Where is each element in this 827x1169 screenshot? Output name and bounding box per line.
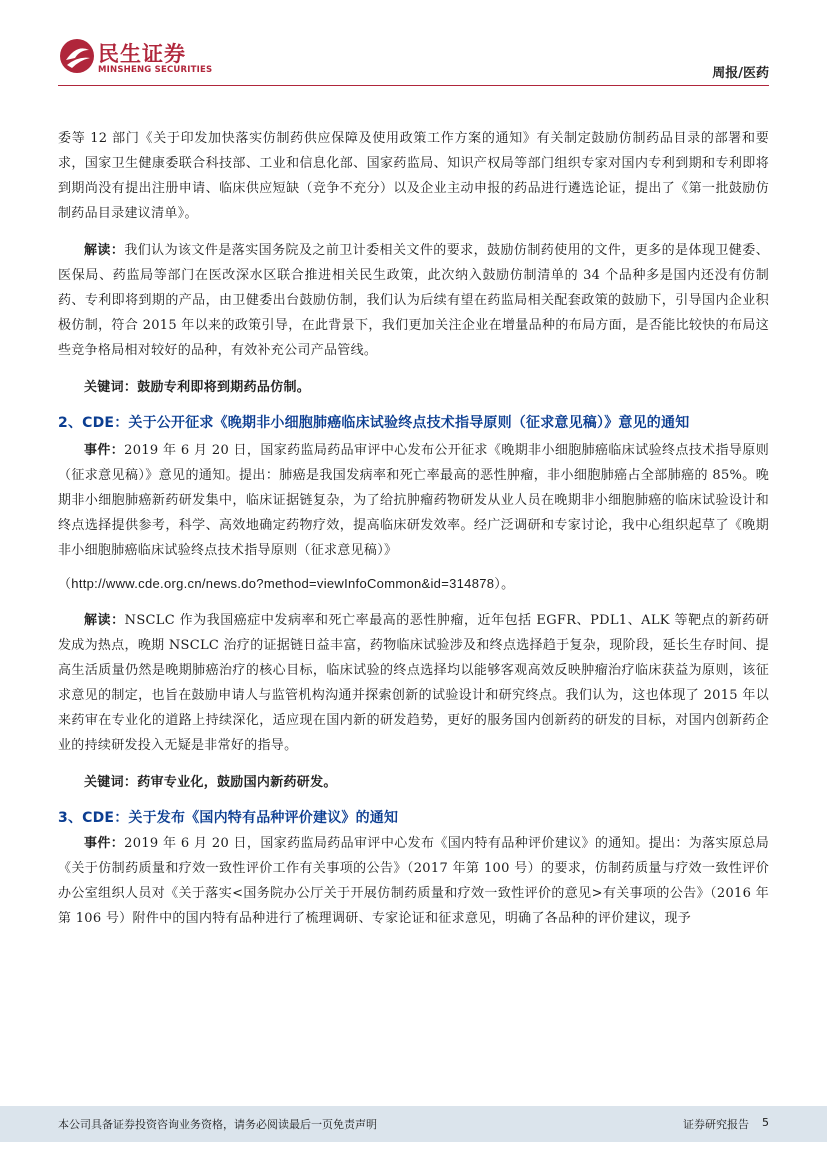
paragraph-interpretation-1: [58, 238, 769, 363]
header-divider: [58, 85, 769, 86]
document-body: [58, 126, 769, 931]
page-footer: [0, 1106, 827, 1142]
event-label: 事件：: [84, 443, 125, 458]
interpretation-text: 我们认为该文件是落实国务院及之前卫计委相关文件的要求，鼓励仿制药使用的文件，更多的是体现卫健委、医保局、药监局等部门在医改深水区联合推进相关民生政策，此次纳入鼓励仿制清单的 34 个品种多是国内还没有仿制药、专利即将到期的产品，由卫健委出台鼓励仿制，我们认为后续有望在药监局相关配套政策的鼓励下，引导国内企业积极仿制，符合 2015 年以来的政策引导，在此背景下，我们更加关注企业在增量品种的布局方面，是否能比较快的布局这些竞争格局相对较好的品种，有效补充公司产品管线。: [58, 243, 769, 358]
minsheng-logo: [58, 36, 228, 78]
report-type-label: 周报/医药: [712, 66, 769, 81]
logo-english-name: MINSHENG SECURITIES: [98, 65, 213, 75]
paragraph-policy-background: 委等 12 部门《关于印发加快落实仿制药供应保障及使用政策工作方案的通知》有关制定鼓励仿制药品目录的部署和要求，国家卫生健康委联合科技部、工业和信息化部、国家药监局、知识产权局等部门组织专家对国内专利到期和专利即将到期尚没有提出注册申请、临床供应短缺（竞争不充分）以及企业主动申报的药品进行遴选论证，提出了《第一批鼓励仿制药品目录建议清单》。: [58, 131, 769, 221]
event-text: 2019 年 6 月 20 日，国家药监局药品审评中心发布《国内特有品种评价建议》的通知。提出：为落实原总局《关于仿制药质量和疗效一致性评价工作有关事项的公告》（2017 年第 100 号）的要求，仿制药质量与疗效一致性评价办公室组织人员对《关于落实<国务院办公厅关于开展仿制药质量和疗效一致性评价的意见>有关事项的公告》（2016 年第 106 号）附件中的国内特有品种进行了梳理调研、专家论证和征求意见，明确了各品种的评价建议，现予: [58, 836, 769, 926]
interpretation-label: 解读：: [84, 613, 125, 628]
minsheng-logo-icon: [58, 36, 96, 76]
footer-disclaimer: 本公司具备证券投资咨询业务资格，请务必阅读最后一页免责声明: [58, 1118, 377, 1131]
logo-chinese-name: 民生证券: [98, 42, 186, 66]
interpretation-label: 解读：: [84, 243, 125, 258]
section-3-event: [58, 831, 769, 931]
section-2-event: [58, 438, 769, 563]
section-2-interpretation: [58, 608, 769, 758]
section-3-title: 3、CDE：关于发布《国内特有品种评价建议》的通知: [58, 810, 399, 826]
page-header: [0, 0, 827, 90]
page-number: 5: [762, 1116, 769, 1129]
interpretation-text: NSCLC 作为我国癌症中发病率和死亡率最高的恶性肿瘤，近年包括 EGFR、PDL1、ALK 等靶点的新药研发成为热点，晚期 NSCLC 治疗的证据链日益丰富，药物临床试验涉及和终点选择趋于复杂，现阶段，延长生存时间、提高生活质量仍然是晚期肺癌治疗的核心目标，临床试验的终点选择均以能够客观高效反映肿瘤治疗临床获益为原则，该征求意见的制定，也旨在鼓励申请人与监管机构沟通并探索创新的试验设计和研究终点。我们认为，这也体现了 2015 年以来药审在专业化的道路上持续深化，适应现在国内新的研发趋势，更好的服务国内创新药的研发的目标，对国内创新药企业的持续研发投入无疑是非常好的指导。: [58, 613, 769, 753]
keywords-1: 关键词：鼓励专利即将到期药品仿制。: [84, 380, 311, 395]
section-2-title: 2、CDE：关于公开征求《晚期非小细胞肺癌临床试验终点技术指导原则（征求意见稿）》意见的通知: [58, 415, 690, 431]
section-2-url: （http://www.cde.org.cn/news.do?method=viewInfoCommon&id=314878）。: [58, 576, 515, 591]
keywords-2: 关键词：药审专业化，鼓励国内新药研发。: [84, 775, 337, 790]
footer-report-label: 证券研究报告: [683, 1118, 749, 1131]
event-label: 事件：: [84, 836, 125, 851]
event-text: 2019 年 6 月 20 日，国家药监局药品审评中心发布公开征求《晚期非小细胞肺癌临床试验终点技术指导原则（征求意见稿）》意见的通知。提出：肺癌是我国发病率和死亡率最高的恶性肿瘤，非小细胞肺癌占全部肺癌的 85%。晚期非小细胞肺癌新药研发集中，临床证据链复杂，为了给抗肿瘤药物研发从业人员在晚期非小细胞肺癌的临床试验设计和终点选择提供参考，科学、高效地确定药物疗效，提高临床研发效率。经广泛调研和专家讨论，我中心组织起草了《晚期非小细胞肺癌临床试验终点技术指导原则（征求意见稿）》: [58, 443, 769, 558]
